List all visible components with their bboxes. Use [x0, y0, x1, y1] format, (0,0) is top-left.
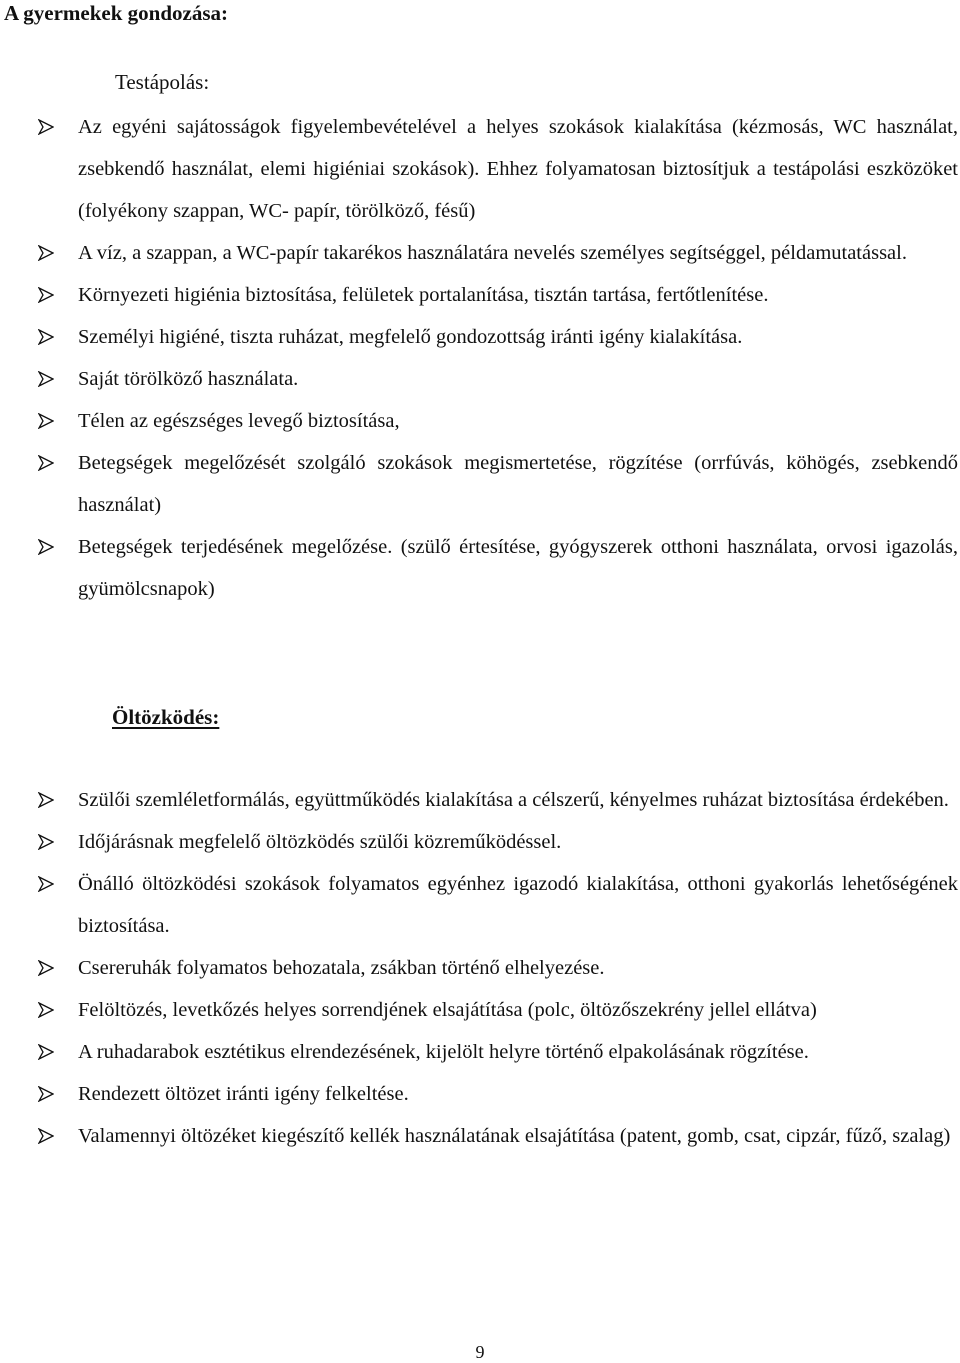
arrowhead-bullet-icon — [38, 329, 54, 345]
arrowhead-bullet-icon — [38, 1128, 54, 1144]
list-item-text: Télen az egészséges levegő biztosítása, — [78, 410, 400, 432]
list-item — [38, 1115, 958, 1157]
section-title-oltozkodes: Öltözködés: — [112, 705, 220, 729]
arrowhead-bullet-icon — [38, 413, 54, 429]
list-item — [38, 821, 958, 863]
list-item — [38, 358, 958, 400]
list-item — [38, 1031, 958, 1073]
arrowhead-bullet-icon — [38, 371, 54, 387]
list-item — [38, 442, 958, 526]
list-item-text: A ruhadarabok esztétikus elrendezésének, kijelölt helyre történő elpakolásának rögzítése. — [78, 1041, 809, 1063]
arrowhead-bullet-icon — [38, 245, 54, 261]
arrowhead-bullet-icon — [38, 119, 54, 135]
list-item-text: Rendezett öltözet iránti igény felkeltése. — [78, 1083, 409, 1105]
arrowhead-bullet-icon — [38, 1044, 54, 1060]
arrowhead-bullet-icon — [38, 876, 54, 892]
bullet-list-oltozkodes — [38, 779, 958, 1157]
list-item-text: Önálló öltözködési szokások folyamatos egyénhez igazodó kialakítása, otthoni gyakorlás lehetőségének biztosítása. — [78, 873, 958, 937]
list-item — [38, 989, 958, 1031]
list-item-text: Betegségek megelőzését szolgáló szokások megismertetése, rögzítése (orrfúvás, köhögés, zsebkendő használat) — [78, 452, 958, 516]
arrowhead-bullet-icon — [38, 960, 54, 976]
list-item-text: Személyi higiéné, tiszta ruházat, megfelelő gondozottság iránti igény kialakítása. — [78, 326, 743, 348]
list-item — [38, 274, 958, 316]
list-item-text: Valamennyi öltözéket kiegészítő kellék használatának elsajátítása (patent, gomb, csat, cipzár, fűző, szalag) — [78, 1125, 951, 1147]
list-item-text: Az egyéni sajátosságok figyelembevételével a helyes szokások kialakítása (kézmosás, WC használat, zsebkendő használat, elemi higiéniai szokások). Ehhez folyamatosan biztosítjuk a testápolási eszközöket (folyékony szappan, WC- papír, törölköző, fésű) — [78, 116, 958, 222]
page-number: 9 — [475, 1342, 485, 1362]
arrowhead-bullet-icon — [38, 287, 54, 303]
arrowhead-bullet-icon — [38, 792, 54, 808]
list-item-text: A víz, a szappan, a WC-papír takarékos használatára nevelés személyes segítséggel, példamutatással. — [78, 242, 907, 264]
list-item-text: Betegségek terjedésének megelőzése. (szülő értesítése, gyógyszerek otthoni használata, orvosi igazolás, gyümölcsnapok) — [78, 536, 958, 600]
list-item-text: Időjárásnak megfelelő öltözködés szülői közreműködéssel. — [78, 831, 562, 853]
list-item — [38, 779, 958, 821]
list-item — [38, 232, 958, 274]
list-item-text: Felöltözés, levetkőzés helyes sorrendjének elsajátítása (polc, öltözőszekrény jellel ellátva) — [78, 999, 817, 1021]
list-item-text: Környezeti higiénia biztosítása, felületek portalanítása, tisztán tartása, fertőtlenítése. — [78, 284, 769, 306]
list-item — [38, 316, 958, 358]
list-item-text: Saját törölköző használata. — [78, 368, 299, 390]
arrowhead-bullet-icon — [38, 1002, 54, 1018]
page-heading: A gyermekek gondozása: — [4, 1, 228, 25]
section-title-testapolas: Testápolás: — [115, 70, 210, 94]
bullet-list-testapolas — [38, 106, 958, 610]
list-item-text: Szülői szemléletformálás, együttműködés kialakítása a célszerű, kényelmes ruházat biztosítása érdekében. — [78, 789, 949, 811]
list-item — [38, 1073, 958, 1115]
list-item — [38, 947, 958, 989]
list-item — [38, 863, 958, 947]
arrowhead-bullet-icon — [38, 834, 54, 850]
arrowhead-bullet-icon — [38, 1086, 54, 1102]
list-item-text: Csereruhák folyamatos behozatala, zsákban történő elhelyezése. — [78, 957, 605, 979]
arrowhead-bullet-icon — [38, 539, 54, 555]
list-item — [38, 106, 958, 232]
list-item — [38, 400, 958, 442]
arrowhead-bullet-icon — [38, 455, 54, 471]
list-item — [38, 526, 958, 610]
